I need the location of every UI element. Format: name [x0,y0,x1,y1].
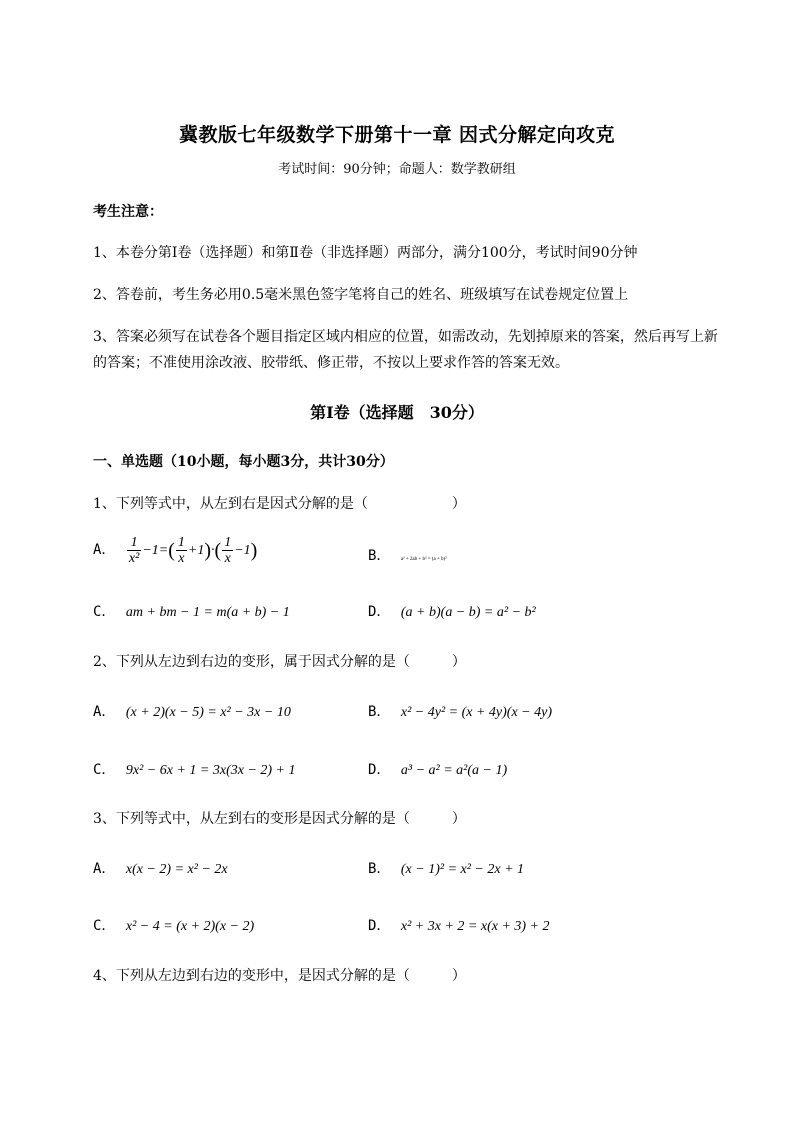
question-1-option-a[interactable] [93,535,257,567]
option-formula: a² + 2ab + b² = (a + b)² [400,557,447,562]
notice-item-3-cont: 的答案；不准使用涂改液、胶带纸、修正带，不按以上要求作答的答案无效。 [93,355,569,371]
section-title: 第I卷（选择题 30分） [310,403,484,422]
notice-item-3: 3、答案必须写在试卷各个题目指定区域内相应的位置，如需改动，先划掉原来的答案，然后再写上新 [93,329,718,345]
question-4-stem: 4、下列从左边到右边的变形中，是因式分解的是（ ） [93,968,466,984]
option-formula: a³ − a² = a²(a − 1) [400,763,508,778]
question-3-option-c[interactable] [93,915,254,935]
question-3-stem: 3、下列等式中，从左到右的变形是因式分解的是（ ） [93,811,466,827]
part-title: 一、单选题（10小题，每小题3分，共计30分） [93,454,394,470]
question-1-stem: 1、下列等式中，从左到右是因式分解的是（ ） [93,496,466,512]
option-formula: x(x − 2) = x² − 2x [125,862,228,877]
exam-info: 考试时间：90分钟；命题人：数学教研组 [278,162,516,177]
option-formula: $\frac{1}{\text{x²}}$ −1=( $\frac{1}{x}$ +1)·( $\frac{1}{x}$ −1) [128,535,258,567]
question-1-option-c[interactable] [93,601,290,621]
option-formula: (a + b)(a − b) = a² − b² [400,605,536,620]
option-formula: (x − 1)² = x² − 2x + 1 [400,862,525,877]
notice-heading: 考生注意： [93,204,163,220]
option-formula: 9x² − 6x + 1 = 3x(3x − 2) + 1 [125,763,296,778]
option-formula: am + bm − 1 = m(a + b) − 1 [125,605,290,620]
question-2-option-a[interactable] [93,701,291,721]
option-label: D． [368,918,391,934]
option-label: A． [93,861,116,877]
option-label: C． [93,918,116,934]
question-2-option-b[interactable] [368,701,552,721]
option-formula: x² − 4 = (x + 2)(x − 2) [125,919,255,934]
option-label: A． [93,704,116,720]
notice-item-1: 1、本卷分第I卷（选择题）和第Ⅱ卷（非选择题）两部分，满分100分，考试时间90分钟 [93,245,638,261]
notice-item-2: 2、答卷前，考生务必用0.5毫米黑色签字笔将自己的姓名、班级填写在试卷规定位置上 [93,287,629,303]
option-formula: x² + 3x + 2 = x(x + 3) + 2 [400,919,550,934]
question-3-option-b[interactable] [368,858,524,878]
question-3-option-d[interactable] [368,915,550,935]
option-label: B． [368,861,391,877]
option-formula: (x + 2)(x − 5) = x² − 3x − 10 [125,705,291,720]
option-label: D． [368,762,391,778]
fraction: $\frac{1}{x}$ [177,535,185,567]
page-title: 冀教版七年级数学下册第十一章 因式分解定向攻克 [178,124,616,146]
option-label: D． [368,604,391,620]
question-1-option-b[interactable] [368,545,447,565]
fraction: $\frac{1}{x}$ [224,535,232,567]
question-2-option-c[interactable] [93,759,296,779]
option-label: B． [368,704,391,720]
question-3-option-a[interactable] [93,858,228,878]
option-label: A． [93,542,116,559]
option-label: B． [368,548,391,564]
question-2-stem: 2、下列从左边到右边的变形，属于因式分解的是（ ） [93,654,466,670]
question-1-option-d[interactable] [368,601,536,621]
option-formula: x² − 4y² = (x + 4y)(x − 4y) [400,705,553,720]
option-label: C． [93,762,116,778]
fraction: $\frac{1}{\text{x²}}$ [128,535,140,567]
question-2-option-d[interactable] [368,759,507,779]
option-label: C． [93,604,116,620]
